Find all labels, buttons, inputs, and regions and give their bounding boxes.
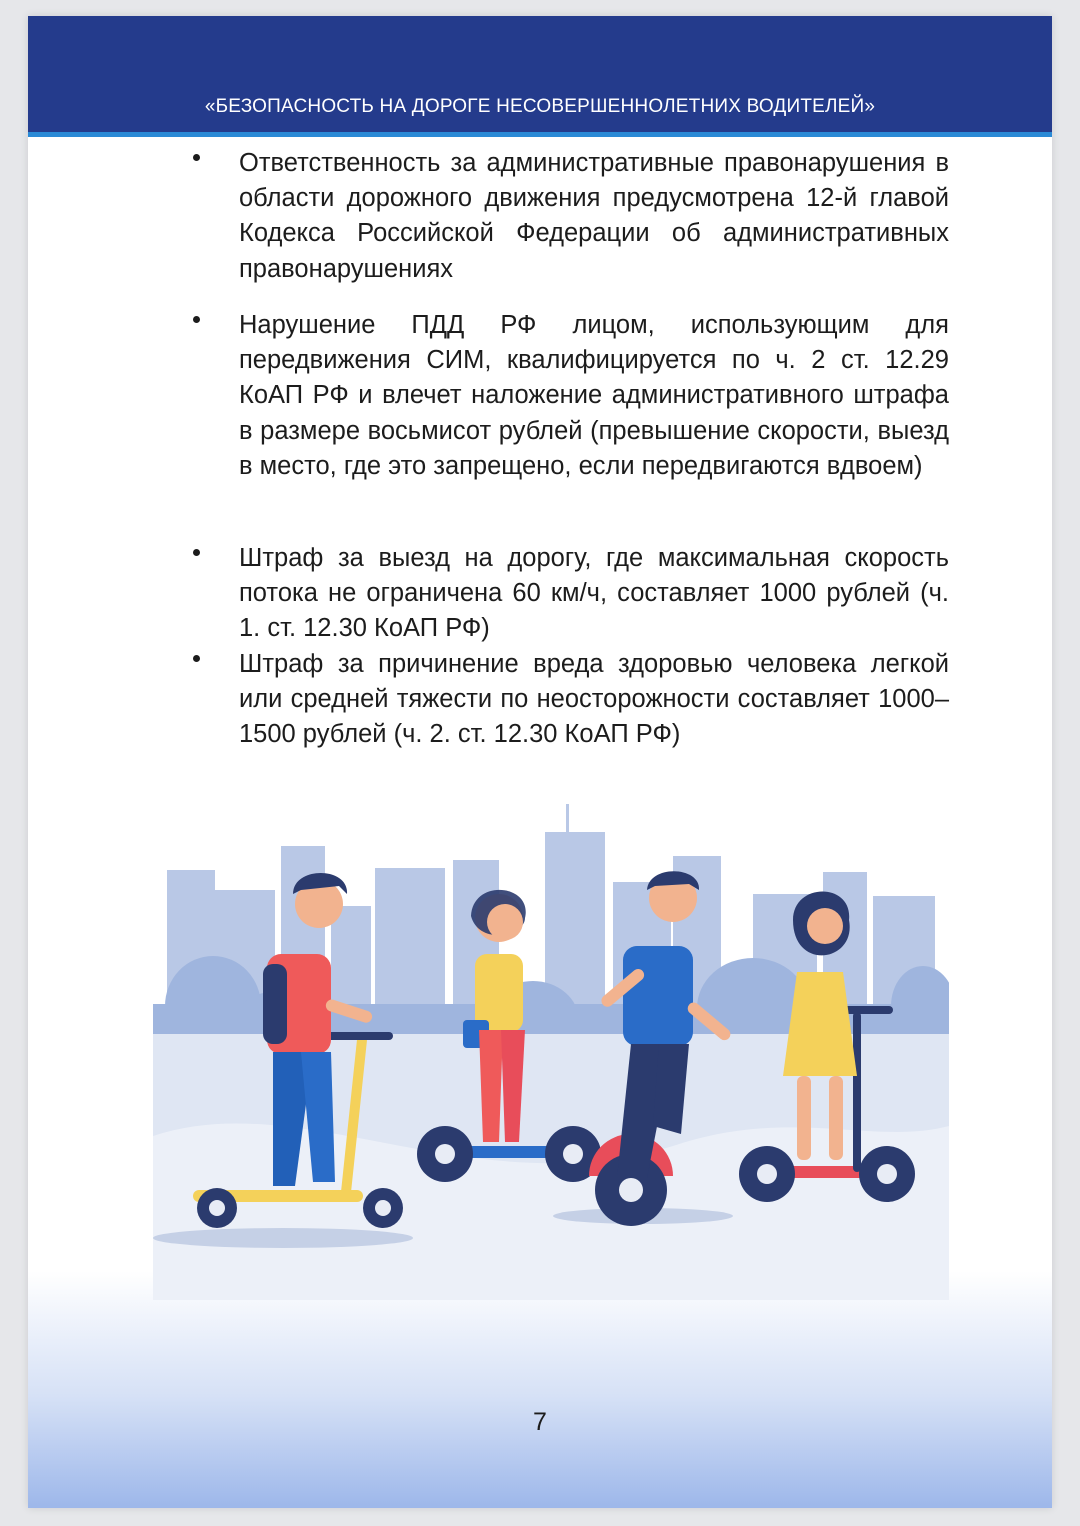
bullet-icon	[193, 549, 200, 556]
page-header	[28, 16, 1052, 137]
list-item-text: Штраф за причинение вреда здоровью человека легкой или средней тяжести по неосторожности составляет 1000–1500 рублей (ч. 2. ст. 12.30 КоАП РФ)	[239, 650, 949, 749]
scooter-riders-illustration	[153, 786, 949, 1300]
header-title: «БЕЗОПАСНОСТЬ НА ДОРОГЕ НЕСОВЕРШЕННОЛЕТНИХ ВОДИТЕЛЕЙ»	[204, 96, 876, 117]
list-item-text: Штраф за выезд на дорогу, где максимальная скорость потока не ограничена 60 км/ч, составляет 1000 рублей (ч. 1. ст. 12.30 КоАП РФ)	[239, 544, 949, 643]
bullet-icon	[193, 154, 200, 161]
list-item-text: Нарушение ПДД РФ лицом, использующим для передвижения СИМ, квалифицируется по ч. 2 ст. 12.29 КоАП РФ и влечет наложение административного штрафа в размере восьмисот рублей (превышение скорости, выезд в место, где это запрещено, если передвигаются вдвоем)	[239, 311, 949, 480]
page-number: 7	[533, 1408, 547, 1436]
list-item-text: Ответственность за административные правонарушения в области дорожного движения предусмотрена 12-й главой Кодекса Российской Федерации об административных правонарушениях	[239, 149, 949, 283]
document-page	[28, 16, 1052, 1508]
bullet-icon	[193, 316, 200, 323]
bullet-icon	[193, 655, 200, 662]
